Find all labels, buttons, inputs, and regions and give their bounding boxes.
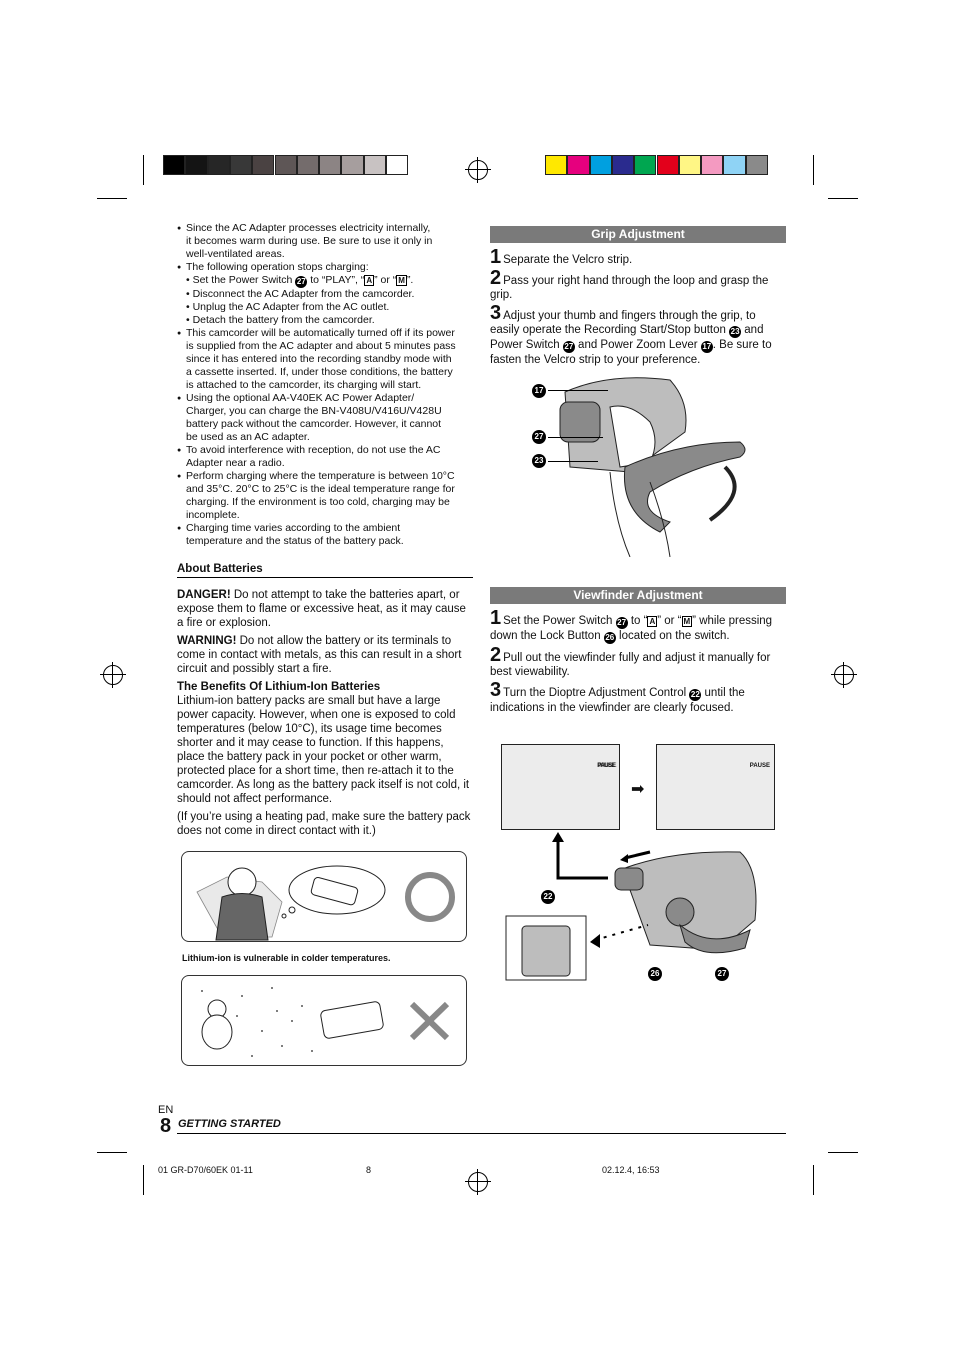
benefits-text: Lithium-ion battery packs are small but have a large power capacity. However, when one is exposed to cold temperatures (below 10°C), its usage time becomes shorter and it may cease to function. If this happens, place the battery pack in your pocket or other warm, protected place for a short time, then re-attach it to the camcorder. As long as the battery pack itself is not cold, it should not affect performance. <box>177 695 470 805</box>
note-item <box>177 392 473 444</box>
crop-mark <box>97 1152 127 1153</box>
note-item <box>177 522 473 548</box>
note-line: and 35°C. 20°C to 25°C is the ideal temperature range for <box>186 483 455 495</box>
note-line: battery pack without the camcorder. However, it cannot <box>186 418 442 430</box>
sub-item: • Unplug the AC Adapter from the AC outlet. <box>186 301 390 313</box>
crop-mark <box>143 1165 144 1195</box>
step-text: until the indications in the viewfinder are clearly focused. <box>490 687 745 714</box>
marker-27: 27 <box>617 618 627 627</box>
step-number: 3 <box>490 679 502 701</box>
danger-text: Do not attempt to take the batteries apart, or expose them to flame or excessive heat, as it may cause a fire or explosion. <box>177 589 466 629</box>
sub-text: • Set the Power Switch <box>186 274 296 286</box>
step-text: Pull out the viewfinder fully and adjust it manually for best viewability. <box>490 652 771 678</box>
step-text: ” while pressing down the Lock Button <box>490 615 773 642</box>
marker-27: 27 <box>715 967 729 981</box>
step-text: Pass your right hand through the loop and grasp the grip. <box>490 275 769 301</box>
color-swatch <box>723 155 745 175</box>
color-swatch <box>341 155 363 175</box>
step-text: Turn the Dioptre Adjustment Control <box>503 687 690 699</box>
note-line: is supplied from the AC adapter and about 5 minutes pass <box>186 340 456 352</box>
sub-text: ”. <box>406 274 414 286</box>
note-line: incomplete. <box>186 509 240 521</box>
step-text: Separate the Velcro strip. <box>503 254 633 266</box>
note-line: well-ventilated areas. <box>186 248 285 260</box>
sub-text: to “PLAY”, “ <box>307 274 365 286</box>
note-item <box>177 327 473 392</box>
note-line: ● Perform charging where the temperature is between 10°C <box>186 470 455 482</box>
warning-label: WARNING! <box>177 635 237 647</box>
leader-line <box>548 437 603 438</box>
heating-note: (If you’re using a heating pad, make sure the battery pack does not come in direct contact with it.) <box>177 811 471 837</box>
color-swatch <box>590 155 612 175</box>
mode-a-icon: A <box>649 617 656 626</box>
marker-17: 17 <box>702 342 712 351</box>
step-text: ” or “ <box>657 615 682 627</box>
danger-paragraph <box>177 588 473 630</box>
color-swatch <box>185 155 207 175</box>
grip-steps <box>490 246 786 371</box>
sub-item: • Disconnect the AC Adapter from the camcorder. <box>186 288 415 300</box>
step-number: 3 <box>490 302 502 324</box>
crop-mark <box>97 198 127 199</box>
step-text: to “ <box>627 615 648 627</box>
color-swatch <box>230 155 252 175</box>
color-swatch <box>297 155 319 175</box>
print-timestamp: 02.12.4, 16:53 <box>602 1165 660 1175</box>
benefits-paragraph <box>177 680 473 806</box>
color-swatch <box>319 155 341 175</box>
crop-mark <box>828 1152 858 1153</box>
color-swatch <box>364 155 386 175</box>
about-batteries-heading: About Batteries <box>177 563 473 578</box>
registration-mark <box>468 160 488 180</box>
note-item <box>177 470 473 522</box>
battery-safety-text <box>177 588 473 842</box>
marker-27: 27 <box>564 342 574 351</box>
illustration-caption: Lithium-ion is vulnerable in colder temperatures. <box>182 953 391 963</box>
viewfinder-screen-clear <box>656 744 775 830</box>
crop-mark <box>828 198 858 199</box>
section-title: GETTING STARTED <box>178 1118 281 1130</box>
warning-paragraph <box>177 634 473 676</box>
cold-battery-illustration <box>181 975 467 1066</box>
viewfinder-step-2 <box>490 644 786 679</box>
note-item <box>177 444 473 470</box>
note-item <box>177 222 473 261</box>
mode-m-icon: M <box>398 276 405 285</box>
sub-item: • Detach the battery from the camcorder. <box>186 314 375 326</box>
warning-text: Do not allow the battery or its terminals to come in contact with metals, as this can result in a short circuit and possibly start a fire. <box>177 635 462 675</box>
step-text: Adjust your thumb and fingers through the grip, to easily operate the Recording Start/Stop button <box>490 310 756 336</box>
color-swatch <box>679 155 701 175</box>
note-line: ● To avoid interference with reception, do not use the AC <box>186 444 441 456</box>
leader-line <box>548 390 608 391</box>
viewfinder-adjustment-title: Viewfinder Adjustment <box>490 587 786 604</box>
viewfinder-step-1 <box>490 607 786 644</box>
warm-battery-illustration <box>181 851 467 942</box>
note-line: is attached to the camcorder, its charging will start. <box>186 379 422 391</box>
note-line: ● Since the AC Adapter processes electricity internally, <box>186 222 431 234</box>
charging-notes <box>177 222 473 548</box>
step-number: 2 <box>490 644 502 666</box>
step-text: Set the Power Switch <box>503 615 616 627</box>
power-switch-marker: 27 <box>296 277 306 286</box>
grip-step-1 <box>490 246 786 268</box>
note-line: since it has entered into the recording standby mode with <box>186 353 452 365</box>
note-line: Adapter near a radio. <box>186 457 285 469</box>
color-swatch <box>701 155 723 175</box>
danger-label: DANGER! <box>177 589 231 601</box>
color-swatch <box>612 155 634 175</box>
right-arrow-icon: ➡ <box>631 781 645 798</box>
note-line: Charger, you can charge the BN-V408U/V416U/V428U <box>186 405 442 417</box>
mode-m-icon: M <box>683 617 691 626</box>
crop-mark <box>143 155 144 185</box>
note-line: ● This camcorder will be automatically turned off if its power <box>186 327 455 339</box>
registration-mark <box>468 1172 488 1192</box>
color-swatch <box>746 155 768 175</box>
pause-indicator: PAUSE <box>749 763 770 769</box>
step-text: located on the switch. <box>615 630 730 642</box>
viewfinder-step-3 <box>490 679 786 715</box>
crop-mark <box>813 1165 814 1195</box>
color-swatch <box>386 155 408 175</box>
step-number: 2 <box>490 267 502 289</box>
color-swatch <box>545 155 567 175</box>
language-code: EN <box>158 1104 174 1116</box>
note-item <box>177 261 473 274</box>
marker-23: 23 <box>730 327 740 336</box>
step-number: 1 <box>490 246 502 268</box>
color-swatch <box>634 155 656 175</box>
viewfinder-screen-blurry <box>501 744 620 830</box>
grip-step-3 <box>490 302 786 367</box>
marker-26: 26 <box>648 967 662 981</box>
page-number: 8 <box>160 1115 172 1137</box>
note-line: it becomes warm during use. Be sure to use it only in <box>186 235 433 247</box>
note-line: ● The following operation stops charging: <box>186 261 369 273</box>
note-line: ● Charging time varies according to the ambient <box>186 522 401 534</box>
camcorder-illustration <box>500 830 780 985</box>
crop-mark <box>813 155 814 185</box>
marker-27: 27 <box>532 430 546 444</box>
step-number: 1 <box>490 607 502 629</box>
color-swatch <box>275 155 297 175</box>
step-text: . Be sure to fasten the Velcro strip to your preference. <box>490 339 772 366</box>
note-line: be used as an AC adapter. <box>186 431 310 443</box>
grip-illustration <box>500 372 770 557</box>
print-page-number: 8 <box>366 1165 372 1175</box>
color-swatch <box>567 155 589 175</box>
grip-adjustment-title: Grip Adjustment <box>490 226 786 243</box>
color-swatch <box>252 155 274 175</box>
print-file-name: 01 GR-D70/60EK 01-11 <box>158 1165 253 1175</box>
marker-26: 26 <box>605 633 615 642</box>
mode-a-icon: A <box>366 276 373 285</box>
grip-step-2 <box>490 267 786 302</box>
note-line: temperature and the status of the battery pack. <box>186 535 404 547</box>
step-text: and Power Zoom Lever <box>574 339 701 351</box>
color-swatch <box>657 155 679 175</box>
marker-17: 17 <box>532 384 546 398</box>
color-swatch <box>208 155 230 175</box>
marker-22: 22 <box>541 890 555 904</box>
leader-line <box>548 461 598 462</box>
note-line: ● Using the optional AA-V40EK AC Power Adapter/ <box>186 392 415 404</box>
color-swatch <box>163 155 185 175</box>
sub-text: ” or “ <box>374 274 397 286</box>
step-text: and Power Switch <box>490 324 764 351</box>
pause-indicator: PAUSE <box>597 763 615 769</box>
marker-22: 22 <box>690 690 700 699</box>
registration-mark <box>103 665 123 685</box>
marker-23: 23 <box>532 454 546 468</box>
sub-item <box>177 274 473 288</box>
viewfinder-steps <box>490 607 786 719</box>
benefits-heading: The Benefits Of Lithium-Ion Batteries <box>177 681 381 693</box>
note-line: charging. If the environment is too cold, charging may be <box>186 496 450 508</box>
registration-mark <box>834 665 854 685</box>
note-line: a cassette inserted. If, under those conditions, the battery <box>186 366 453 378</box>
footer-rule <box>177 1133 786 1134</box>
